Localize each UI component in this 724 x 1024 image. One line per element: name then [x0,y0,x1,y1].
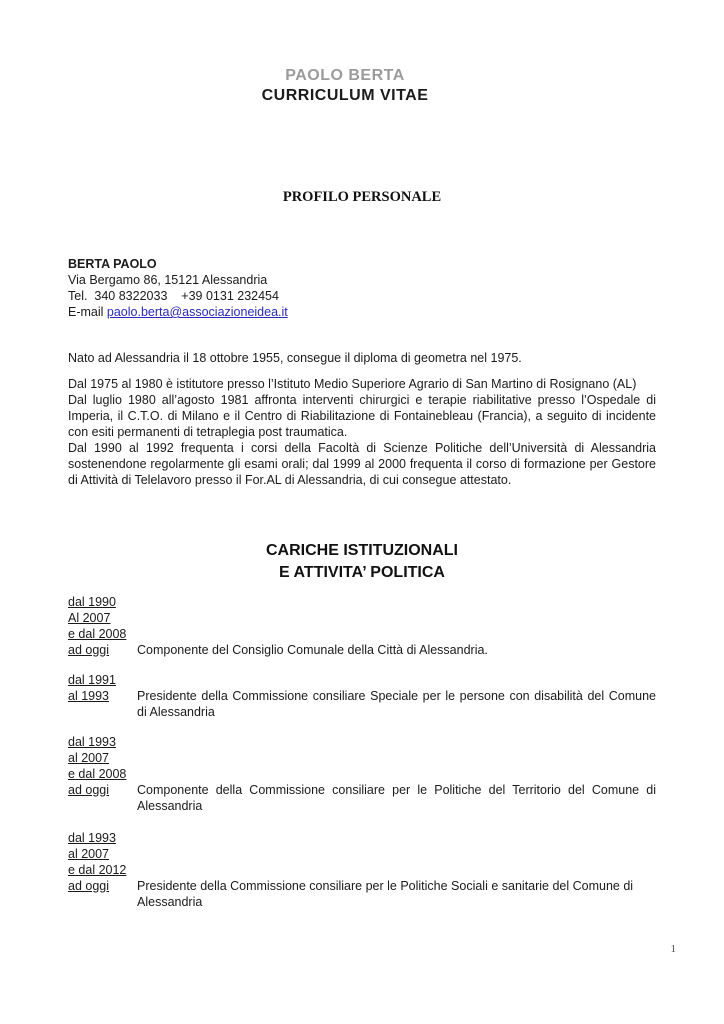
date-line: dal 1990 [68,595,116,609]
date-line: e dal 2008 [68,627,127,641]
date-line: ad oggi [68,643,110,657]
entry-description: Componente del Consiglio Comunale della Città di Alessandria. [137,643,488,657]
entry-date-range [68,672,137,720]
date-line: al 1993 [68,689,110,703]
date-line: dal 1991 [68,673,116,687]
date-line: e dal 2012 [68,863,127,877]
date-line: ad oggi [68,783,110,797]
contact-address: Via Bergamo 86, 15121 Alessandria [68,273,268,287]
career-heading-line2: E ATTIVITA’ POLITICA [279,564,445,581]
profile-paragraph: Nato ad Alessandria il 18 ottobre 1955, consegue il diploma di geometra nel 1975. [68,351,522,365]
profile-section-heading: PROFILO PERSONALE [282,189,442,205]
position-entry [68,672,656,720]
entry-description: Componente della Commissione consiliare per le Politiche del Territorio del Comune di Alessandria [137,783,656,813]
position-entries [68,594,656,910]
career-heading-line1: CARICHE ISTITUZIONALI [266,542,458,559]
profile-paragraph: Dal luglio 1980 all’agosto 1981 affronta interventi chirurgici e terapie riabilitative presso l’Ospedale di Imperia, il C.T.O. di Milano e il Centro di Riabilitazione di Fontainebleau (Francia), a seguito di incidente con esiti permanenti di tetraplegia post traumatica. [68,393,656,439]
date-line: al 2007 [68,847,110,861]
contact-phone: Tel. 340 8322033 +39 0131 232454 [68,289,279,303]
document-title: CURRICULUM VITAE [261,87,429,104]
position-entry [68,594,656,658]
profile-paragraphs [68,350,656,488]
position-entry [68,830,656,910]
contact-block [68,256,656,320]
author-name-title: PAOLO BERTA [285,67,405,84]
document-header [68,66,656,106]
date-line: dal 1993 [68,831,116,845]
contact-email-line [68,304,656,320]
entry-description: Presidente della Commissione consiliare Speciale per le persone con disabilità del Comune di Alessandria [137,689,656,719]
career-section-heading [68,540,656,584]
position-entry [68,734,656,814]
profile-paragraph: Dal 1990 al 1992 frequenta i corsi della Facoltà di Scienze Politiche dell’Università di Alessandria sostenendone regolarmente gli esami orali; dal 1999 al 2000 frequenta il corso di formazione per Gestore di Attività di Telelavoro presso il For.AL di Alessandria, di cui consegue attestato. [68,441,656,487]
date-line: ad oggi [68,879,110,893]
date-line: dal 1993 [68,735,116,749]
entry-description: Presidente della Commissione consiliare per le Politiche Sociali e sanitarie del Comune di Alessandria [137,879,634,909]
entry-date-range [68,594,137,658]
page-number: 1 [670,943,676,955]
entry-date-range [68,734,137,814]
date-line: e dal 2008 [68,767,127,781]
email-link[interactable]: paolo.berta@associazioneidea.it [106,305,288,319]
date-line: al 2007 [68,751,110,765]
profile-paragraph: Dal 1975 al 1980 è istitutore presso l’Istituto Medio Superiore Agrario di San Martino di Rosignano (AL) [68,377,637,391]
email-label: E-mail [68,305,107,319]
contact-name: BERTA PAOLO [68,257,157,271]
entry-date-range [68,830,137,910]
date-line: Al 2007 [68,611,111,625]
